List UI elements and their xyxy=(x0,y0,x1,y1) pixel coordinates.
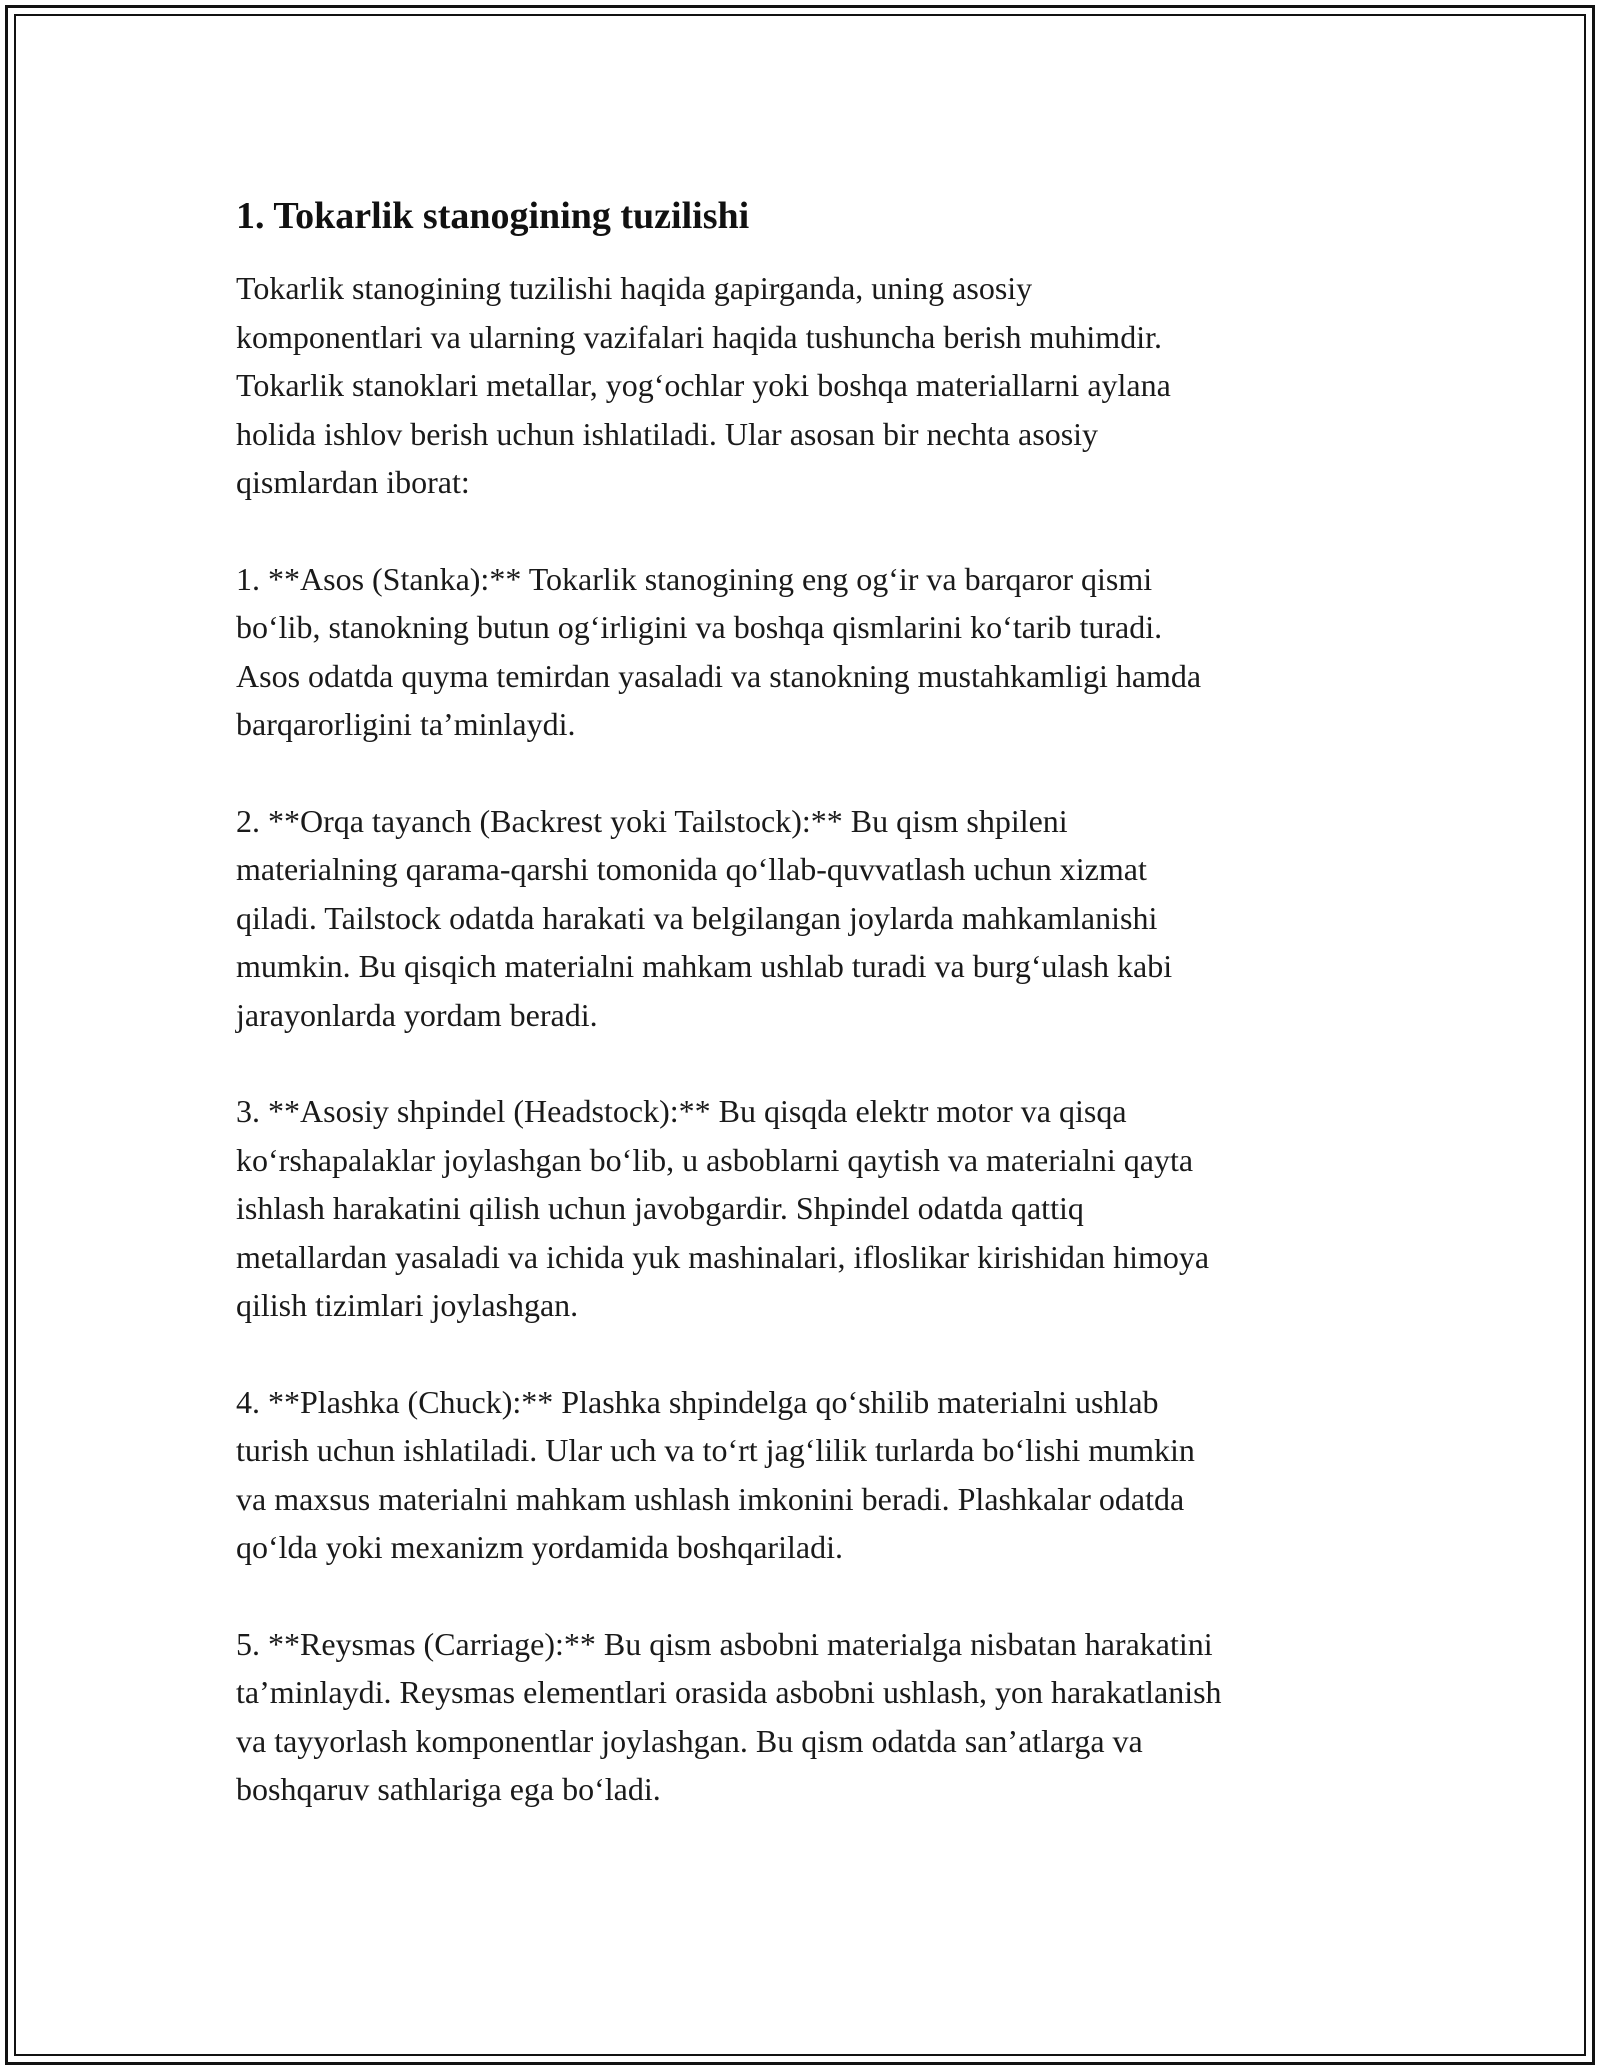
document-body xyxy=(236,180,1396,1862)
list-item-asos: 1. **Asos (Stanka):** Tokarlik stanogining eng og‘ir va barqaror qismi bo‘lib, stanokning butun og‘irligini va boshqa qismlarini ko‘tarib turadi. Asos odatda quyma temirdan yasaladi va stanokning mustahkamligi hamda barqarorligini ta’minlaydi. xyxy=(236,560,1202,742)
list-item-orqa-tayanch: 2. **Orqa tayanch (Backrest yoki Tailstock):** Bu qism shpileni materialning qarama-qarshi tomonida qo‘llab-quvvatlash uchun xizmat qiladi. Tailstock odatda harakati va belgilangan joylarda mahkamlanishi mumkin. Bu qisqich materialni mahkam ushlab turadi va burg‘ulash kabi jarayonlarda yordam beradi. xyxy=(236,802,1173,1033)
list-item-plashka: 4. **Plashka (Chuck):** Plashka shpindelga qo‘shilib materialni ushlab turish uchun ishlatiladi. Ular uch va to‘rt jag‘lilik turlarda bo‘lishi mumkin va maxsus materialni mahkam ushlash imkonini beradi. Plashkalar odatda qo‘lda yoki mexanizm yordamida boshqariladi. xyxy=(236,1383,1195,1565)
list-item-asosiy-shpindel: 3. **Asosiy shpindel (Headstock):** Bu qisqda elektr motor va qisqa ko‘rshapalaklar joylashgan bo‘lib, u asboblarni qaytish va materialni qayta ishlash harakatini qilish uchun javobgardir. Shpindel odatda qattiq metallardan yasaladi va ichida yuk mashinalari, ifloslikar kirishidan himoya qilish tizimlari joylashgan. xyxy=(236,1093,1210,1323)
section-heading: 1. Tokarlik stanogining tuzilishi xyxy=(236,195,750,237)
list-item-reysmas: 5. **Reysmas (Carriage):** Bu qism asbobni materialga nisbatan harakatini ta’minlaydi. Reysmas elementlari orasida asbobni ushlash, yon harakatlanish va tayyorlash komponentlar joylashgan. Bu qism odatda san’atlarga va boshqaruv sathlariga ega bo‘ladi. xyxy=(236,1625,1222,1807)
intro-paragraph: Tokarlik stanogining tuzilishi haqida gapirganda, uning asosiy komponentlari va ularning vazifalari haqida tushuncha berish muhimdir. Tokarlik stanoklari metallar, yog‘ochlar yoki boshqa materiallarni aylana holida ishlov berish uchun ishlatiladi. Ular asosan bir nechta asosiy qismlardan iborat: xyxy=(236,270,1171,500)
